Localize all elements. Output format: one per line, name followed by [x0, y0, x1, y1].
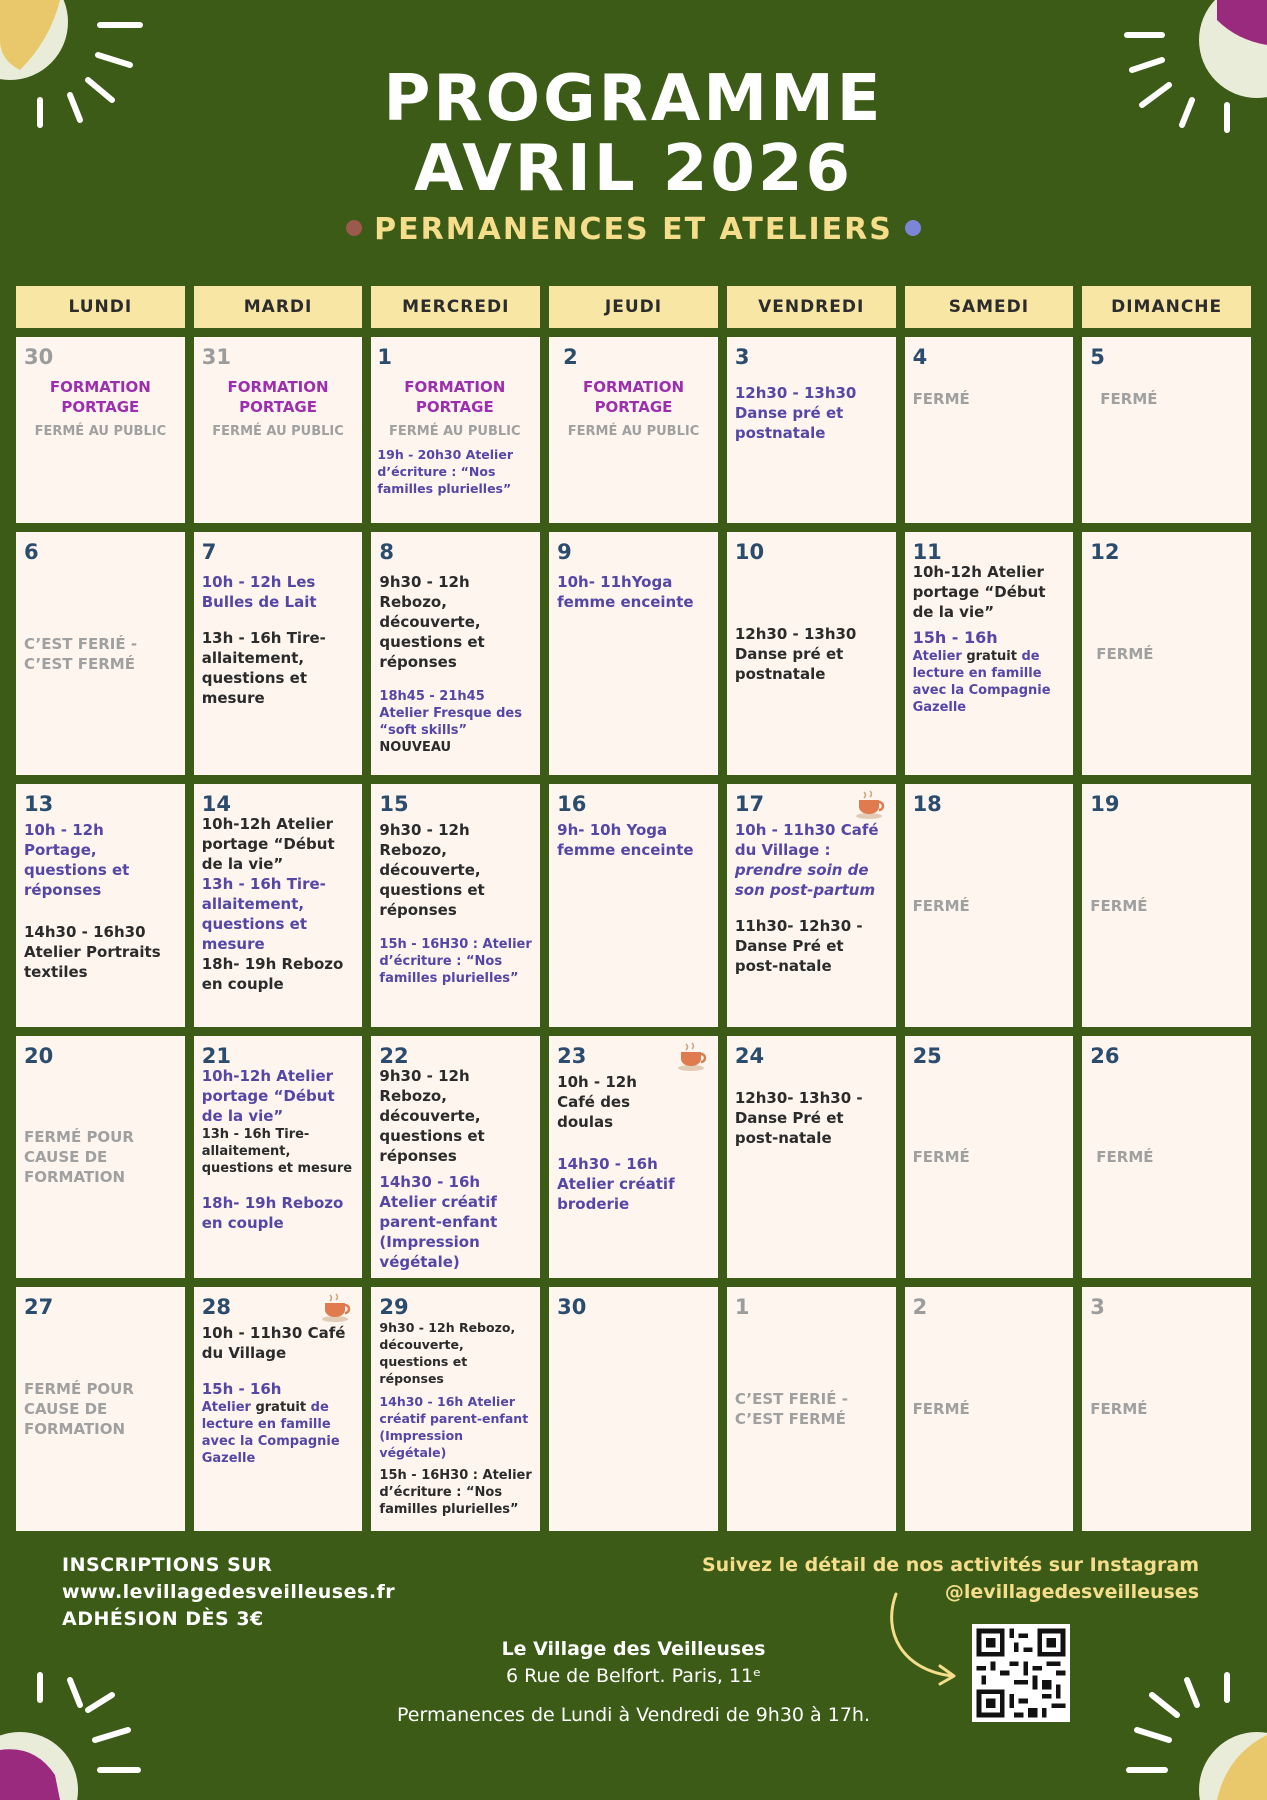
day-cell-apr-30 [549, 1287, 718, 1531]
day-number: 23 [557, 1044, 587, 1068]
day-number: 11 [912, 540, 942, 564]
closed-label: FERMÉ POUR CAUSE DE FORMATION [24, 1380, 134, 1438]
closed-label: FERMÉ [1100, 390, 1158, 408]
inscriptions-block [62, 1552, 395, 1633]
event-text: 9h30 - 12h Rebozo, découverte, questions et réponses [379, 821, 485, 919]
event-text: 10h - 12h Portage, questions et réponses [24, 821, 130, 899]
website-link[interactable]: www.levillagedesveilleuses.fr [62, 1581, 396, 1603]
day-number: 22 [379, 1044, 409, 1068]
day-number: 26 [1090, 1044, 1120, 1068]
day-number: 18 [912, 792, 942, 816]
day-cell-apr-18 [905, 784, 1074, 1027]
closed-label: FERMÉ [1096, 1148, 1154, 1166]
address-text: 6 Rue de Belfort. Paris, 11ᵉ [505, 1665, 762, 1687]
dot-left-icon [346, 220, 362, 236]
event-text: 14h30 - 16h Atelier créatif parent-enfant (Impression végétale) [379, 1394, 529, 1460]
day-number: 30 [557, 1295, 587, 1319]
day-cell-apr-6 [16, 532, 185, 775]
event-title: FORMATION [227, 378, 329, 396]
opening-hours: Permanences de Lundi à Vendredi de 9h30 à 17h. [397, 1704, 870, 1726]
event-text: 15h - 16H30 : Atelier d’écriture : “Nos familles plurielles” [379, 937, 532, 986]
event-text: 10h-12h Atelier portage “Début de la vie” [912, 563, 1046, 621]
event-text: 10h-12h Atelier portage “Début de la vie” [201, 1067, 335, 1125]
day-number: 2 [912, 1295, 928, 1319]
coffee-cup-icon [320, 1293, 352, 1323]
day-number: 19 [1090, 792, 1120, 816]
instagram-handle[interactable]: @levillagedesveilleuses [944, 1581, 1199, 1603]
event-text: 18h- 19h Rebozo en couple [201, 1194, 344, 1232]
closed-note: FERMÉ AU PUBLIC [567, 424, 700, 439]
day-cell-apr-2 [549, 337, 718, 523]
new-badge: NOUVEAU [379, 740, 452, 755]
title-line-1: PROGRAMME [383, 62, 884, 136]
day-number: 16 [557, 792, 587, 816]
event-text: 11h30- 12h30 - Danse Pré et post-natale [734, 917, 863, 975]
day-cell-mar-30 [16, 337, 185, 523]
day-cell-apr-21 [194, 1036, 363, 1278]
event-title: FORMATION [404, 378, 506, 396]
closed-label: FERMÉ [1090, 896, 1148, 915]
closed-label: FERMÉ POUR CAUSE DE FORMATION [24, 1128, 134, 1186]
day-header-vendredi: VENDREDI [727, 286, 896, 328]
event-title: PORTAGE [239, 398, 317, 416]
closed-label: FERMÉ [912, 390, 970, 408]
day-number: 25 [912, 1044, 942, 1068]
day-cell-apr-25 [905, 1036, 1074, 1278]
event-text: 9h30 - 12h Rebozo, découverte, questions et réponses [379, 573, 485, 671]
day-cell-may-3 [1082, 1287, 1251, 1531]
closed-label: FERMÉ [912, 1148, 970, 1166]
page-title [0, 64, 1267, 204]
event-text: 10h- 11hYoga femme enceinte [557, 573, 694, 611]
day-number: 28 [201, 1295, 231, 1319]
day-cell-apr-16 [549, 784, 718, 1027]
closed-note: FERMÉ AU PUBLIC [212, 424, 344, 439]
day-number: 31 [201, 345, 231, 369]
day-cell-apr-26 [1082, 1036, 1251, 1278]
event-text: 15h - 16H30 : Atelier d’écriture : “Nos familles plurielles” [379, 1468, 532, 1517]
closed-label: C’EST FERIÉ - C’EST FERMÉ [24, 634, 138, 673]
day-number: 1 [734, 1295, 750, 1319]
closed-note: FERMÉ AU PUBLIC [34, 424, 167, 439]
event-text: 13h - 16h Tire-allaitement, questions et mesure [201, 1127, 353, 1176]
event-text: 14h30 - 16h Atelier créatif parent-enfant (Impression végétale) [379, 1173, 498, 1271]
closed-label: C’EST FERIÉ - C’EST FERMÉ [734, 1390, 848, 1428]
page-subtitle [0, 212, 1267, 247]
day-cell-apr-13 [16, 784, 185, 1027]
day-cell-apr-4 [905, 337, 1074, 523]
event-text: 18h- 19h Rebozo en couple [201, 955, 344, 993]
event-text: 14h30 - 16h30 Atelier Portraits textiles [24, 923, 161, 981]
day-number: 12 [1090, 540, 1120, 564]
day-cell-apr-11 [905, 532, 1074, 775]
day-number: 21 [201, 1044, 231, 1068]
day-cell-apr-12 [1082, 532, 1251, 775]
day-cell-apr-27 [16, 1287, 185, 1531]
address-block [0, 1636, 1267, 1729]
day-number: 13 [24, 792, 54, 816]
event-text: 12h30- 13h30 - Danse Pré et post-natale [734, 1089, 863, 1147]
day-number: 7 [201, 540, 217, 564]
subtitle-text: PERMANENCES ET ATELIERS [374, 212, 893, 247]
event-time: 15h - 16h [912, 628, 998, 647]
day-cell-apr-5 [1082, 337, 1251, 523]
day-cell-may-1 [727, 1287, 896, 1531]
event-title: FORMATION [49, 378, 151, 396]
event-text: 9h30 - 12h Rebozo, découverte, questions et réponses [379, 1320, 516, 1386]
inscriptions-label: INSCRIPTIONS SUR [62, 1554, 273, 1576]
day-cell-apr-8 [371, 532, 540, 775]
day-cell-apr-17 [727, 784, 896, 1027]
day-number: 20 [24, 1044, 54, 1068]
day-cell-apr-24 [727, 1036, 896, 1278]
day-number: 2 [563, 345, 578, 369]
dot-right-icon [905, 220, 921, 236]
day-number: 1 [377, 345, 393, 369]
event-text: 14h30 - 16h Atelier créatif broderie [557, 1155, 675, 1213]
event-text: 10h - 11h30 Café du Village [201, 1324, 346, 1362]
coffee-cup-icon [854, 790, 886, 820]
day-number: 29 [379, 1295, 409, 1319]
event-title: PORTAGE [594, 398, 673, 416]
day-number: 3 [734, 345, 750, 369]
day-header-dimanche: DIMANCHE [1082, 286, 1251, 328]
event-time: 15h - 16h [201, 1380, 282, 1398]
day-number: 9 [557, 540, 572, 564]
day-cell-apr-9 [549, 532, 718, 775]
day-number: 27 [24, 1295, 54, 1319]
event-text: 10h - 11h30 Café du Village : prendre soin de son post-partum [734, 821, 879, 899]
calendar-grid [16, 286, 1251, 1531]
day-header-samedi: SAMEDI [905, 286, 1074, 328]
day-cell-apr-29 [371, 1287, 540, 1531]
day-number: 14 [201, 792, 231, 816]
event-text: 10h - 12h Café des doulas [557, 1073, 637, 1131]
day-cell-apr-14 [194, 784, 363, 1027]
event-text: 18h45 - 21h45 [379, 689, 485, 704]
title-line-2: AVRIL 2026 [414, 132, 853, 206]
event-title: PORTAGE [415, 398, 494, 416]
event-text: 9h30 - 12h Rebozo, découverte, questions et réponses [379, 1067, 485, 1165]
instagram-text: Suivez le détail de nos activités sur Instagram [701, 1554, 1199, 1576]
day-cell-apr-19 [1082, 784, 1251, 1027]
closed-label: FERMÉ [1096, 644, 1154, 663]
day-number: 4 [912, 345, 928, 369]
coffee-cup-icon [676, 1042, 708, 1072]
day-header-mercredi: MERCREDI [371, 286, 540, 328]
event-text: Atelier gratuit de lecture en famille avec la Compagnie Gazelle [912, 649, 1051, 715]
day-number: 15 [379, 792, 409, 816]
day-cell-apr-15 [371, 784, 540, 1027]
closed-label: FERMÉ [1090, 1400, 1148, 1418]
day-number: 3 [1090, 1295, 1105, 1319]
day-number: 24 [734, 1044, 765, 1068]
day-cell-apr-3 [727, 337, 896, 523]
closed-note: FERMÉ AU PUBLIC [389, 424, 521, 439]
day-cell-mar-31 [194, 337, 363, 523]
day-number: 5 [1090, 345, 1105, 369]
event-text: 13h - 16h Tire-allaitement, questions et mesure [201, 875, 326, 953]
closed-label: FERMÉ [912, 896, 970, 915]
day-number: 8 [379, 540, 395, 564]
day-cell-apr-22 [371, 1036, 540, 1278]
day-cell-apr-10 [727, 532, 896, 775]
day-cell-apr-1 [371, 337, 540, 523]
day-number: 17 [734, 792, 765, 816]
day-header-lundi: LUNDI [16, 286, 185, 328]
event-text: 13h - 16h Tire-allaitement, questions et mesure [201, 629, 326, 707]
event-text: 19h - 20h30 Atelier d’écriture : “Nos familles plurielles” [377, 447, 513, 496]
event-title: FORMATION [582, 378, 685, 396]
day-cell-apr-23 [549, 1036, 718, 1278]
day-cell-may-2 [905, 1287, 1074, 1531]
event-text: Atelier gratuit de lecture en famille avec la Compagnie Gazelle [201, 1400, 340, 1466]
event-text: 10h - 12h Les Bulles de Lait [201, 573, 317, 611]
closed-label: FERMÉ [912, 1400, 970, 1418]
event-text: 12h30 - 13h30 Danse pré et postnatale [734, 624, 857, 683]
qr-code[interactable] [972, 1624, 1070, 1722]
event-text: 9h- 10h Yoga femme enceinte [557, 821, 694, 859]
day-cell-apr-28 [194, 1287, 363, 1531]
day-number: 30 [24, 345, 54, 369]
event-text: 12h30 - 13h30 Danse pré et postnatale [734, 384, 857, 442]
day-cell-apr-7 [194, 532, 363, 775]
day-number: 6 [24, 540, 39, 564]
event-title: PORTAGE [61, 398, 140, 416]
day-header-mardi: MARDI [194, 286, 363, 328]
day-number: 10 [734, 540, 765, 564]
day-cell-apr-20 [16, 1036, 185, 1278]
qr-code-icon [972, 1624, 1070, 1722]
event-text: Atelier Fresque des “soft skills” [379, 706, 522, 738]
day-header-jeudi: JEUDI [549, 286, 718, 328]
event-text: 10h-12h Atelier portage “Début de la vie” [201, 815, 335, 873]
membership-price: ADHÉSION DÈS 3€ [62, 1608, 264, 1630]
org-name: Le Village des Veilleuses [501, 1638, 766, 1660]
